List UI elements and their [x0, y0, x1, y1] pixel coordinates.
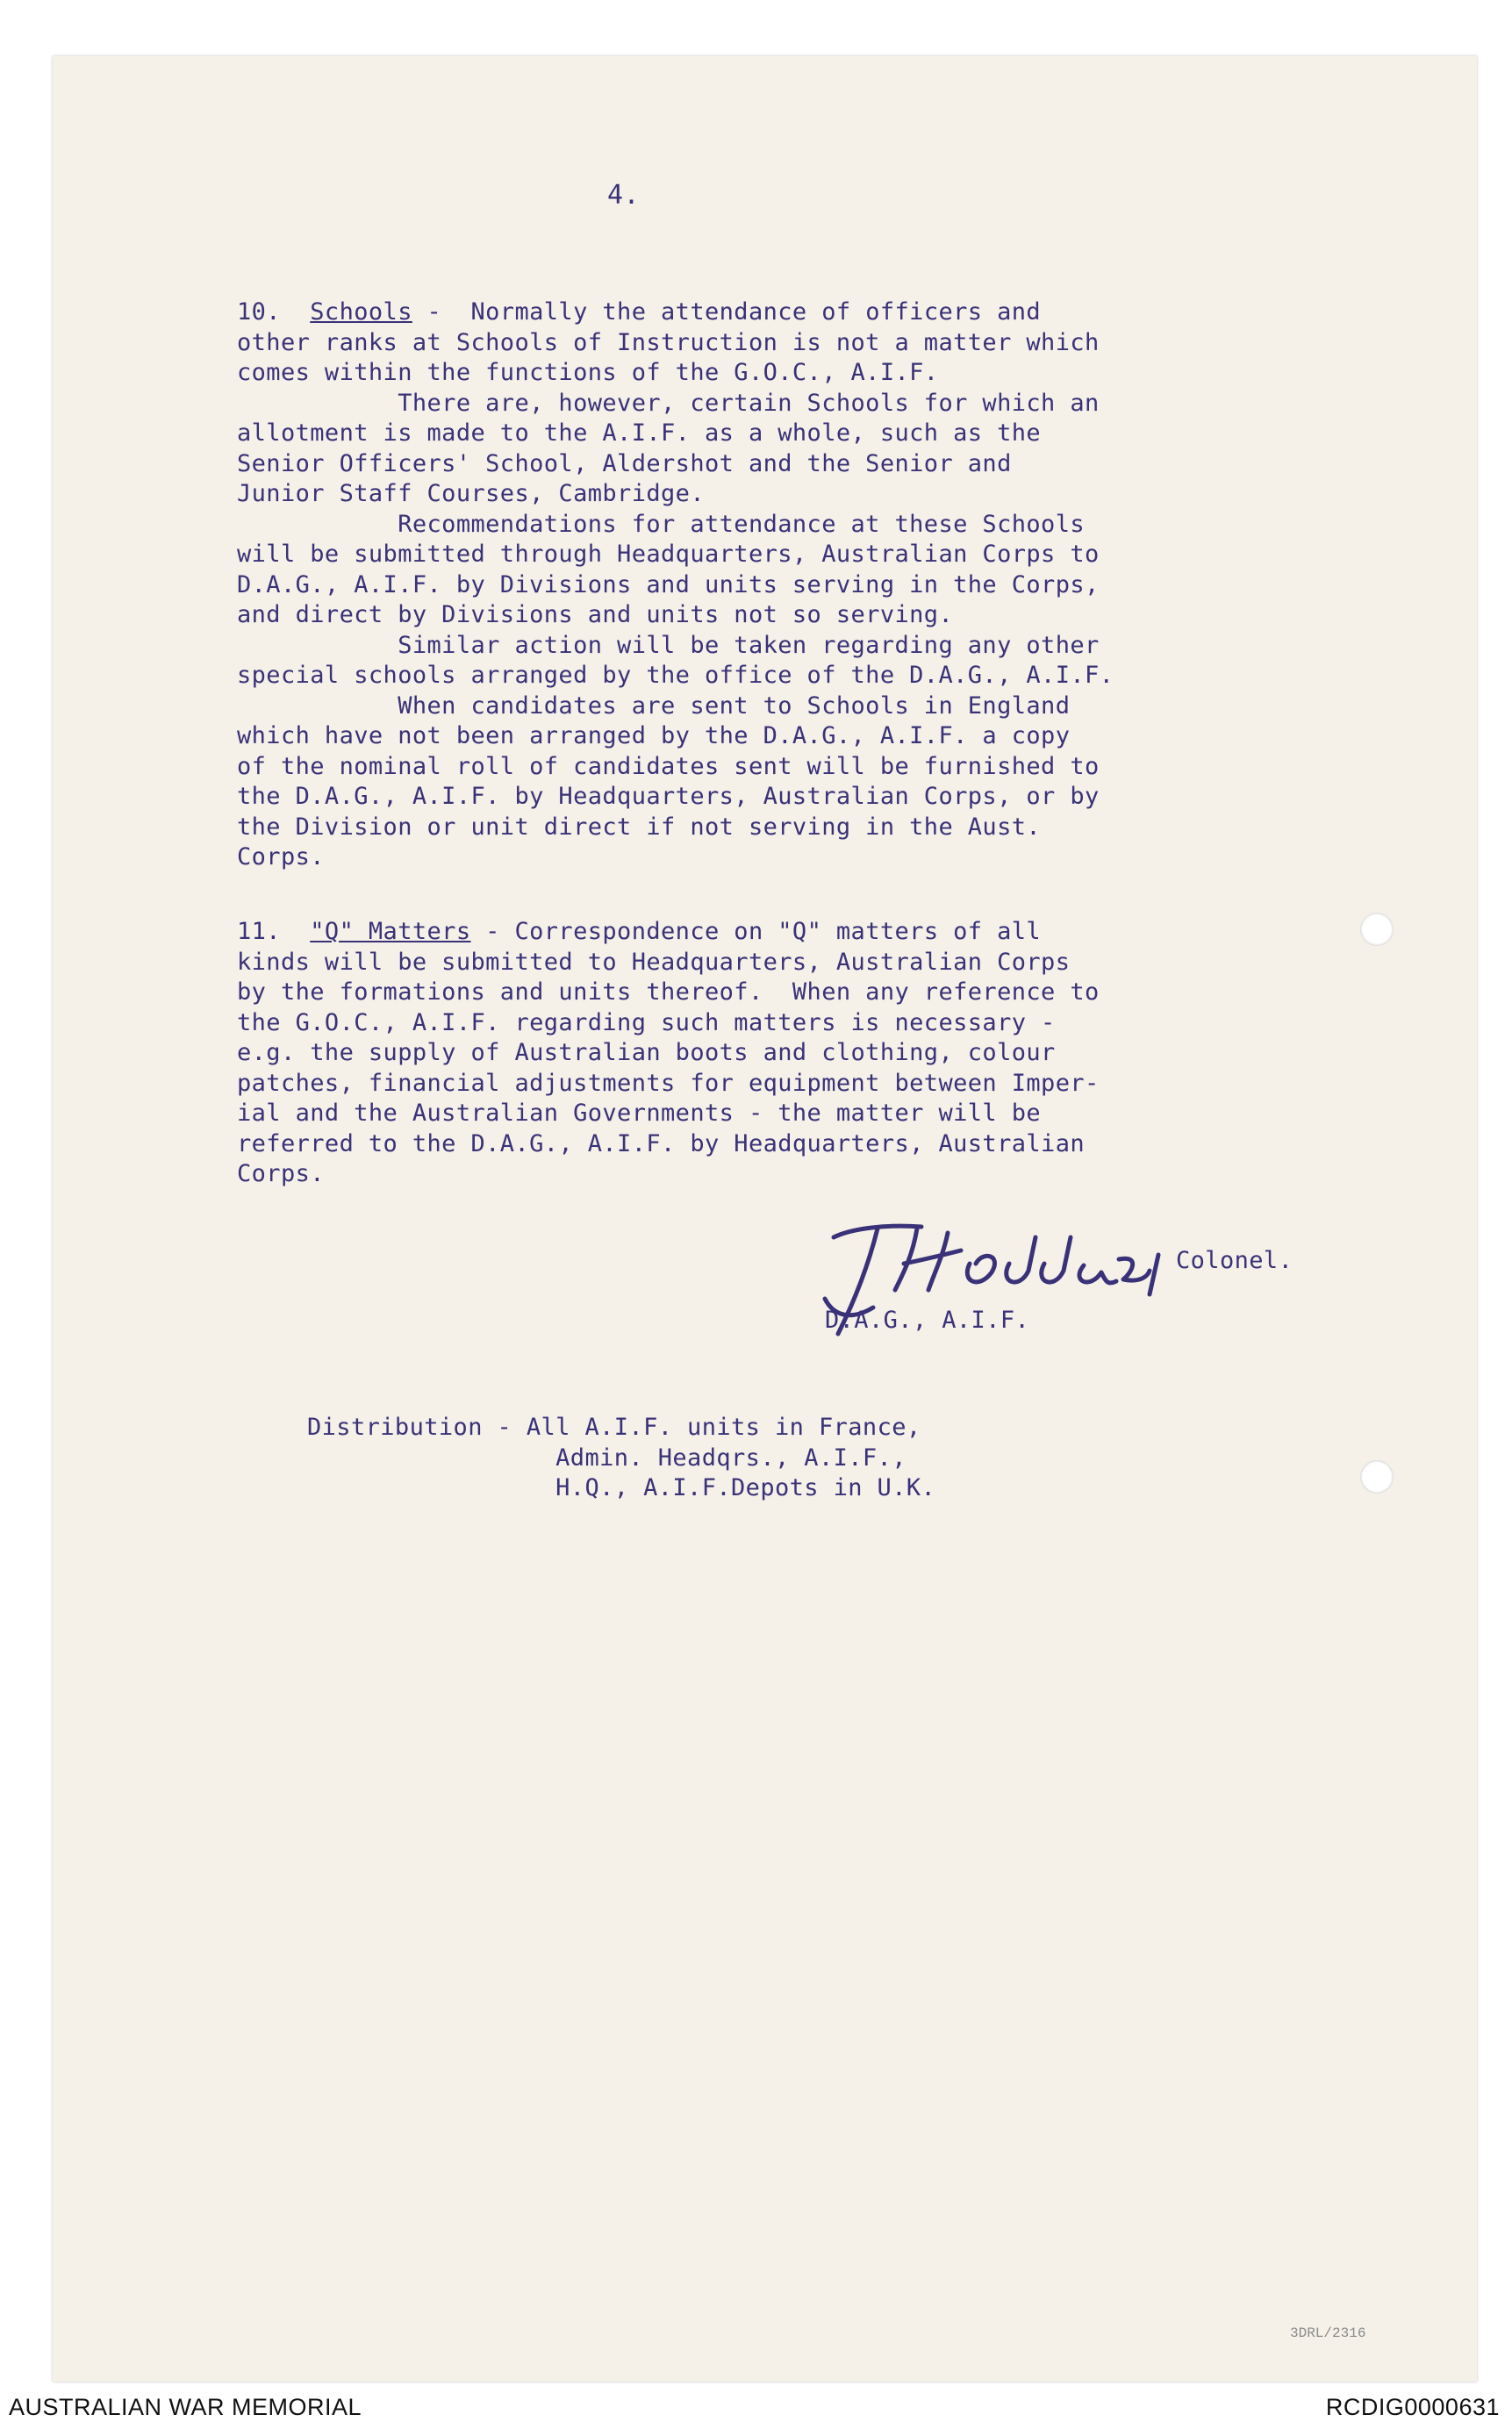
distribution-line: H.Q., A.I.F.Depots in U.K. — [307, 1474, 936, 1501]
distribution-line: - All A.I.F. units in France, — [482, 1414, 921, 1441]
distribution-line: Admin. Headqrs., A.I.F., — [307, 1444, 906, 1472]
paragraph-10-line: Recommendations for attendance at these Schools — [237, 510, 1086, 538]
paragraph-11-line: - Correspondence on "Q" matters of all — [470, 918, 1042, 945]
paragraph-11-line: by the formations and units thereof. When any reference to — [237, 978, 1100, 1006]
paragraph-10-line: Senior Officers' School, Aldershot and the Senior and — [237, 449, 1012, 477]
paragraph-10-line: special schools arranged by the office of the D.A.G., A.I.F. — [237, 662, 1114, 689]
punch-hole-bottom — [1360, 1460, 1394, 1494]
paragraph-10-line: the Division or unit direct if not serving in the Aust. — [237, 813, 1042, 841]
paragraph-10-line: Similar action will be taken regarding any other — [237, 631, 1100, 659]
paragraph-11-line: ial and the Australian Governments - the matter will be — [237, 1100, 1042, 1127]
paragraph-10-line: - Normally the attendance of officers and — [412, 298, 1042, 326]
paragraph-10-line: comes within the functions of the G.O.C., A.I.F. — [237, 359, 939, 386]
paragraph-11-line: patches, financial adjustments for equipment between Imper- — [237, 1069, 1100, 1097]
paragraph-11 — [237, 917, 1114, 1190]
paragraph-10-line: will be submitted through Headquarters, Australian Corps to — [237, 541, 1100, 568]
paragraph-10-line: allotment is made to the A.I.F. as a whole, such as the — [237, 419, 1042, 447]
paragraph-10-line: other ranks at Schools of Instruction is not a matter which — [237, 328, 1100, 356]
memo-body — [237, 237, 1114, 1220]
paragraph-10-line: Corps. — [237, 843, 325, 871]
paragraph-10 — [237, 297, 1114, 873]
paragraph-10-line: There are, however, certain Schools for which an — [237, 389, 1100, 417]
signatory-office: D.A.G., A.I.F. — [825, 1307, 1030, 1334]
paragraph-10-line: When candidates are sent to Schools in England — [237, 691, 1071, 720]
paragraph-11-line: Corps. — [237, 1160, 325, 1187]
footer-record-id: RCDIG0000631 — [1325, 2394, 1500, 2420]
paragraph-10-line: D.A.G., A.I.F. by Divisions and units serving in the Corps, — [237, 570, 1100, 598]
paragraph-10-line: of the nominal roll of candidates sent will be furnished to — [237, 752, 1100, 780]
paragraph-10-line: Junior Staff Courses, Cambridge. — [237, 480, 705, 507]
paragraph-11-heading: "Q" Matters — [310, 918, 471, 945]
paragraph-10-heading: Schools — [310, 298, 412, 326]
paragraph-10-line: the D.A.G., A.I.F. by Headquarters, Australian Corps, or by — [237, 783, 1100, 810]
punch-hole-top — [1360, 913, 1394, 946]
paragraph-10-line: which have not been arranged by the D.A.G., A.I.F. a copy — [237, 722, 1071, 749]
paragraph-11-line: the G.O.C., A.I.F. regarding such matters is necessary - — [237, 1008, 1056, 1036]
reference-stamp: 3DRL/2316 — [1290, 2325, 1366, 2341]
paragraph-11-line: referred to the D.A.G., A.I.F. by Headquarters, Australian — [237, 1129, 1086, 1157]
paragraph-10-line: and direct by Divisions and units not so serving. — [237, 601, 954, 628]
distribution-label: Distribution — [307, 1414, 483, 1441]
footer-institution: AUSTRALIAN WAR MEMORIAL — [9, 2394, 362, 2420]
signatory-rank: Colonel. — [1176, 1247, 1293, 1274]
page-number: 4. — [607, 180, 640, 211]
paragraph-11-number: 11. — [237, 918, 281, 945]
paragraph-10-number: 10. — [237, 298, 281, 326]
paragraph-11-line: kinds will be submitted to Headquarters, Australian Corps — [237, 948, 1071, 976]
paragraph-11-line: e.g. the supply of Australian boots and clothing, colour — [237, 1039, 1056, 1066]
distribution-list — [307, 1413, 935, 1504]
